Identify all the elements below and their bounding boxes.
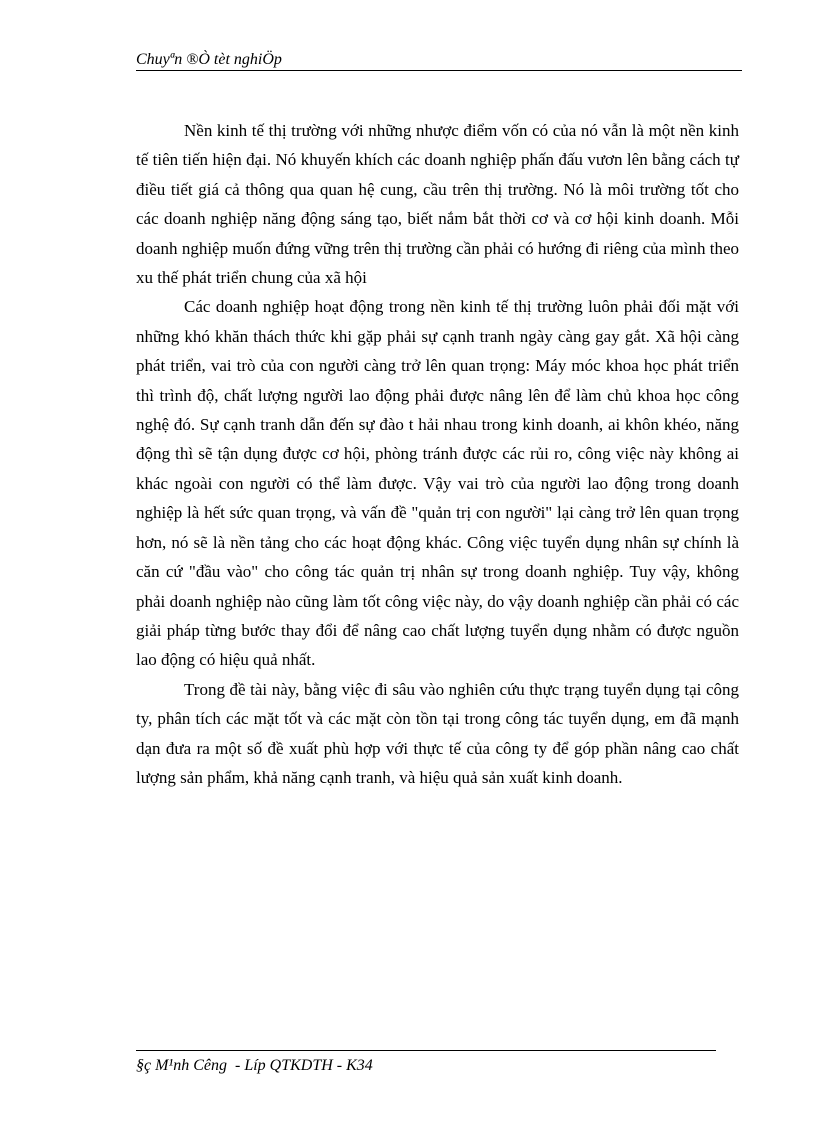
footer-divider: [136, 1050, 716, 1051]
paragraph: Các doanh nghiệp hoạt động trong nền kinh tế thị trường luôn phải đối mặt với những khó khăn thách thức khi gặp phải sự cạnh tranh ngày càng gay gắt. Xã hội càng phát triển, vai trò của con người càng trở lên quan trọng: Máy móc khoa học phát triển thì trình độ, chất lượng người lao động phải được nâng lên để làm chủ khoa học công nghệ đó. Sự cạnh tranh dẫn đến sự đào t hải nhau trong kinh doanh, ai khôn khéo, năng động thì sẽ tận dụng được cơ hội, phòng tránh được các rủi ro, công việc này không ai khác ngoài con người có thể làm được. Vậy vai trò của người lao động trong doanh nghiệp là hết sức quan trọng, và vấn đề "quản trị con người" lại càng trở lên quan trọng hơn, nó sẽ là nền tảng cho các hoạt động khác. Công việc tuyển dụng nhân sự chính là căn cứ "đầu vào" cho công tác quản trị nhân sự trong doanh nghiệp. Tuy vậy, không phải doanh nghiệp nào cũng làm tốt công việc này, do vậy doanh nghiệp cần phải có các giải pháp từng bước thay đổi để nâng cao chất lượng tuyển dụng nhằm có được nguồn lao động có hiệu quả nhất.: [136, 297, 739, 670]
page-header: Chuyªn ®Ò tèt nghiÖp: [136, 51, 282, 68]
paragraph: Trong đề tài này, bằng việc đi sâu vào nghiên cứu thực trạng tuyển dụng tại công ty, phân tích các mặt tốt và các mặt còn tồn tại trong công tác tuyển dụng, em đã mạnh dạn đưa ra một số đề xuất phù hợp với thực tế của công ty để góp phần nâng cao chất lượng sản phẩm, khả năng cạnh tranh, và hiệu quả sản xuất kinh doanh.: [136, 679, 739, 787]
header-divider: [136, 70, 742, 71]
paragraph: Nền kinh tế thị trường với những nhược điểm vốn có của nó vẫn là một nền kinh tế tiên tiến hiện đại. Nó khuyến khích các doanh nghiệp phấn đấu vươn lên bằng cách tự điều tiết giá cả thông qua quan hệ cung, cầu trên thị trường. Nó là môi trường tốt cho các doanh nghiệp năng động sáng tạo, biết nắm bắt thời cơ và cơ hội kinh doanh. Mỗi doanh nghiệp muốn đứng vững trên thị trường cần phải có hướng đi riêng của mình theo xu thế phát triển chung của xã hội: [136, 121, 739, 288]
document-body: [136, 116, 739, 792]
page-footer: §ç M¹nh Cêng - Líp QTKDTH - K34: [136, 1057, 373, 1074]
